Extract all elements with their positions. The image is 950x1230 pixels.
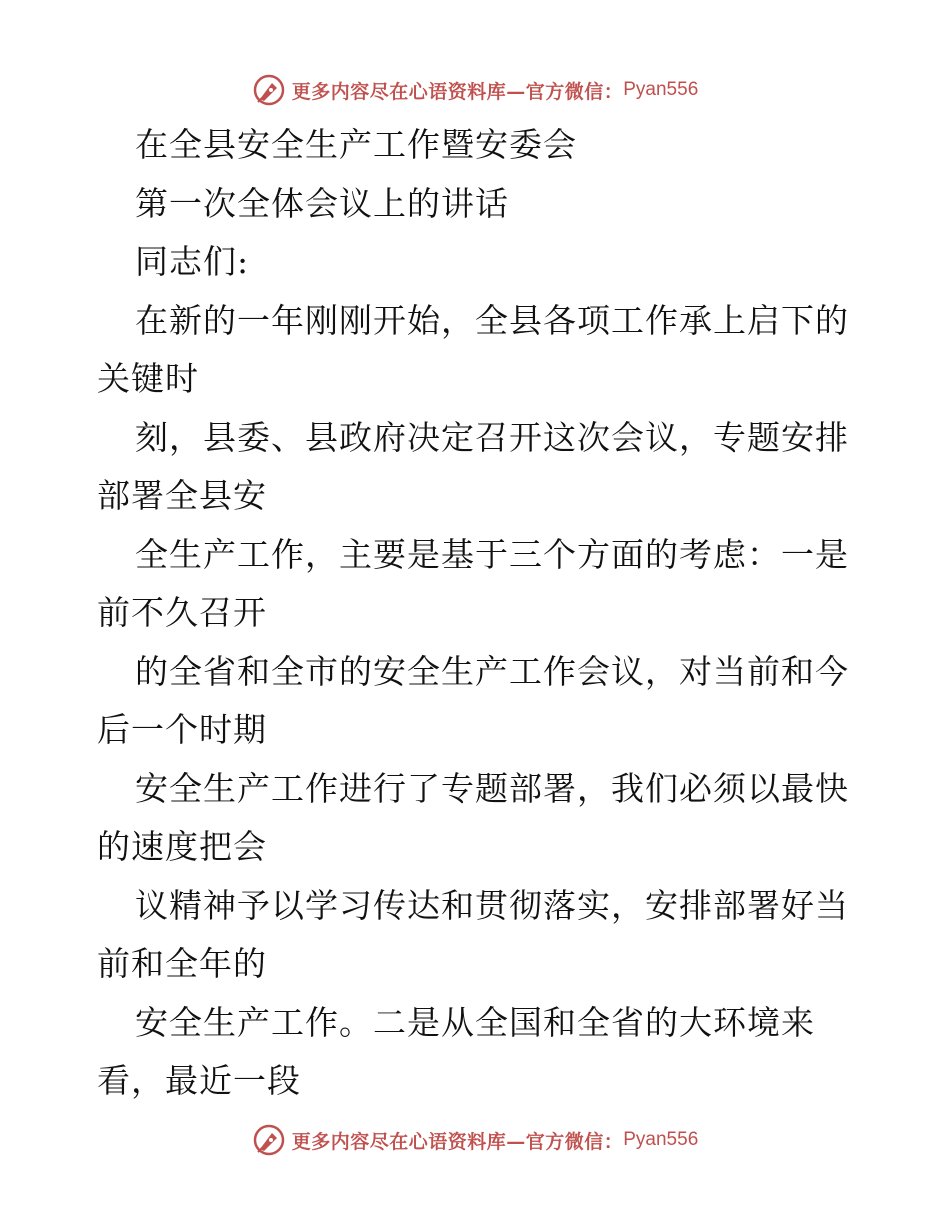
- text-line: 全生产工作，主要是基于三个方面的考虑：一是: [135, 534, 849, 574]
- pen-nib-logo-icon: [252, 73, 286, 107]
- footer-banner: [0, 1120, 950, 1160]
- footer-banner-contact: Pyan556: [623, 1129, 699, 1150]
- text-line: 议精神予以学习传达和贯彻落实，安排部署好当: [135, 885, 849, 925]
- title-line-1: 在全县安全生产工作暨安委会: [135, 125, 577, 164]
- title-line-2: 第一次全体会议上的讲话: [135, 183, 509, 223]
- text-line: 的速度把会: [97, 827, 267, 866]
- footer-banner-text: 更多内容尽在心语资料库—官方微信：: [291, 1130, 624, 1153]
- text-line: 的全省和全市的安全生产工作会议，对当前和今: [135, 651, 849, 691]
- salutation: 同志们:: [135, 242, 250, 281]
- text-line: 看，最近一段: [97, 1061, 301, 1100]
- text-line: 安全生产工作进行了专题部署，我们必须以最快: [135, 768, 849, 808]
- text-line: 刻，县委、县政府决定召开这次会议，专题安排: [135, 417, 849, 457]
- text-line: 在新的一年刚刚开始，全县各项工作承上启下的: [135, 300, 849, 340]
- header-banner-text: 更多内容尽在心语资料库—官方微信：: [291, 80, 624, 103]
- text-line: 部署全县安: [97, 476, 267, 515]
- text-line: 前和全年的: [97, 944, 267, 983]
- pen-nib-logo-icon: [252, 1123, 286, 1157]
- text-line: 后一个时期: [97, 710, 267, 749]
- text-line: 前不久召开: [97, 593, 267, 632]
- header-banner: [0, 70, 950, 110]
- text-line: 安全生产工作。二是从全国和全省的大环境来: [135, 1002, 815, 1042]
- header-banner-contact: Pyan556: [623, 79, 699, 100]
- text-line: 关键时: [97, 359, 199, 398]
- document-body: [97, 116, 857, 1111]
